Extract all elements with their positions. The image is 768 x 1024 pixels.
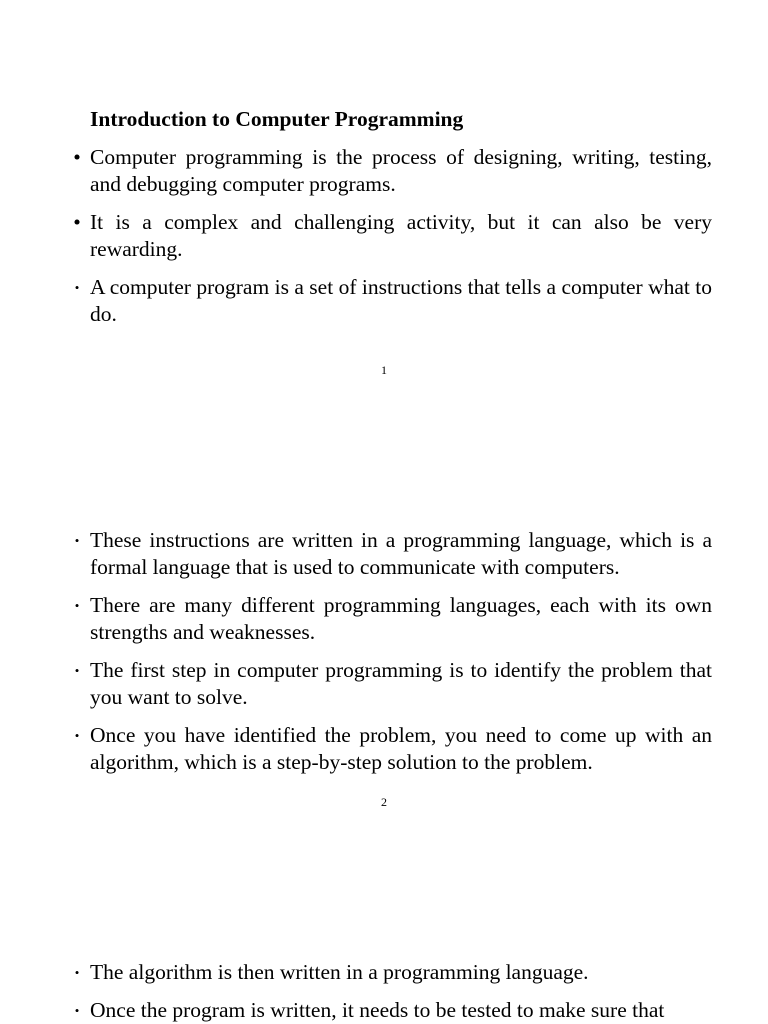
bullet-icon: • — [74, 280, 80, 295]
list-item — [74, 592, 712, 646]
page-3-bullet-list — [74, 959, 712, 1024]
page-1-bullet-list — [73, 144, 712, 328]
list-item — [74, 274, 712, 328]
list-item — [73, 144, 712, 198]
bullet-icon: • — [74, 598, 80, 613]
list-item-text: The algorithm is then written in a programming language. — [90, 960, 589, 984]
list-item — [74, 959, 712, 986]
list-item-text: A computer program is a set of instructions that tells a computer what to do. — [90, 275, 712, 326]
list-item-text: Once the program is written, it needs to be tested to make sure that — [90, 998, 665, 1022]
list-item — [74, 657, 712, 711]
page-3-content — [74, 959, 712, 1024]
page-2-content — [74, 527, 712, 787]
list-item-text: These instructions are written in a programming language, which is a formal language that is used to communicate with computers. — [90, 528, 712, 579]
list-item — [74, 527, 712, 581]
bullet-icon: • — [74, 533, 80, 548]
list-item-text: It is a complex and challenging activity, but it can also be very rewarding. — [90, 210, 712, 261]
page-1-content — [73, 106, 712, 339]
list-item — [74, 722, 712, 776]
list-item-text: The first step in computer programming is to identify the problem that you want to solve. — [90, 658, 712, 709]
page-2-bullet-list — [74, 527, 712, 776]
bullet-icon: • — [73, 145, 81, 169]
list-item-text: There are many different programming languages, each with its own strengths and weaknesses. — [90, 593, 712, 644]
bullet-icon: • — [74, 663, 80, 678]
list-item — [74, 997, 712, 1024]
list-item — [73, 209, 712, 263]
page-number: 1 — [381, 363, 387, 377]
bullet-icon: • — [74, 728, 80, 743]
bullet-icon: • — [73, 210, 81, 234]
document-title: Introduction to Computer Programming — [90, 107, 464, 131]
bullet-icon: • — [74, 1003, 80, 1018]
list-item-text: Computer programming is the process of designing, writing, testing, and debugging computer programs. — [90, 145, 712, 196]
page-number: 2 — [381, 795, 387, 809]
bullet-icon: • — [74, 965, 80, 980]
list-item-text: Once you have identified the problem, you need to come up with an algorithm, which is a step-by-step solution to the problem. — [90, 723, 712, 774]
